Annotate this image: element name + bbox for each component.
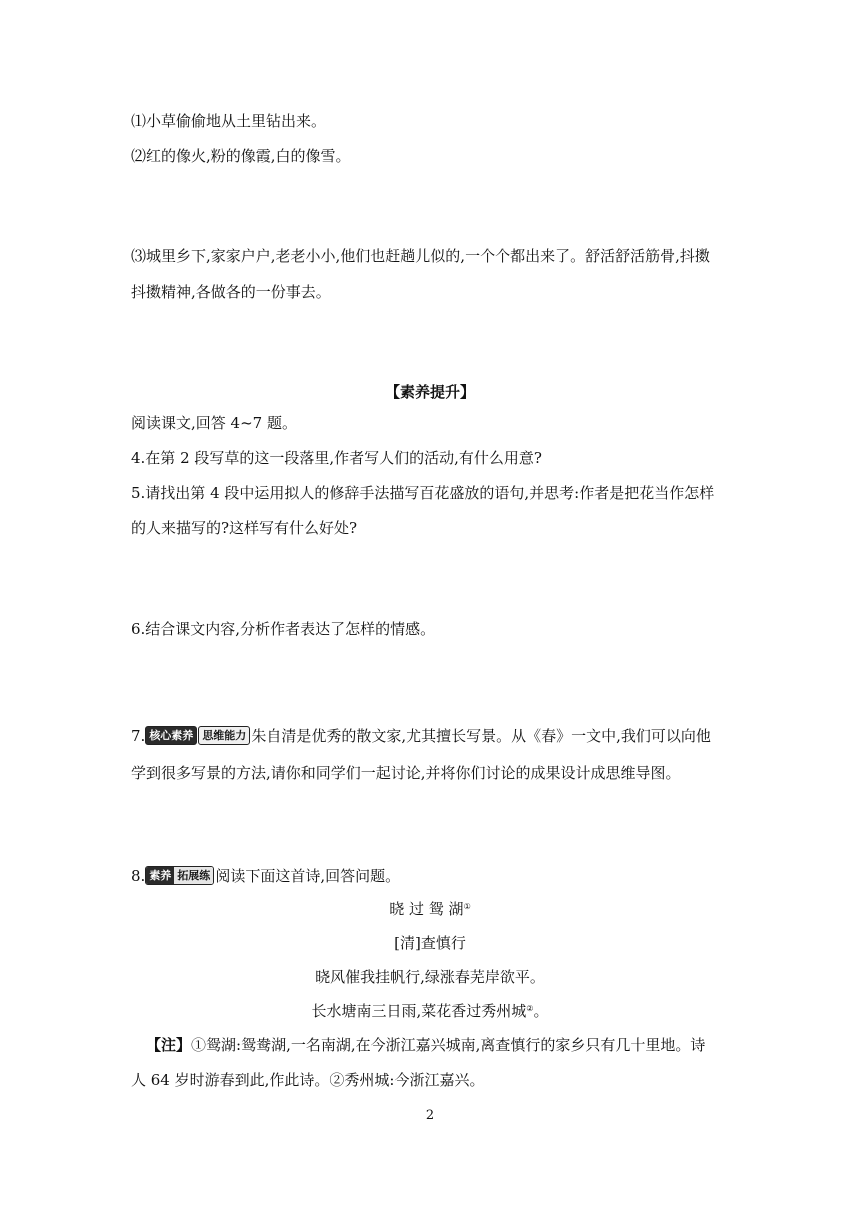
poem-line-1: 晓风催我挂帆行,绿涨春芜岸欲平。: [315, 968, 545, 986]
poem-line-2: [131, 1000, 729, 1025]
question-7-text: 朱自清是优秀的散文家,尤其擅长写景。从《春》一文中,我们可以向他: [251, 727, 711, 745]
question-7-number: 7.: [131, 727, 146, 745]
notes-line1-text: ①鸳湖:鸳鸯湖,一名南湖,在今浙江嘉兴城南,离查慎行的家乡只有几十里地。诗: [191, 1036, 706, 1054]
extension-badge-part-b: 拓展练: [174, 867, 213, 884]
question-3-1: ⑴小草偷偷地从土里钻出来。: [131, 112, 327, 130]
poem-author: [清]查慎行: [394, 934, 466, 952]
section-intro: 阅读课文,回答 4~7 题。: [131, 414, 297, 432]
question-4: 4.在第 2 段写草的这一段落里,作者写人们的活动,有什么用意?: [131, 449, 542, 467]
notes-label: 【注】: [146, 1036, 192, 1054]
notes-line2: 人 64 岁时游春到此,作此诗。②秀州城:今浙江嘉兴。: [131, 1071, 485, 1089]
question-8-text: 阅读下面这首诗,回答问题。: [215, 867, 401, 885]
question-7-line1: [131, 725, 711, 747]
thinking-ability-badge: 思维能力: [198, 726, 250, 745]
question-5-line1: 5.请找出第 4 段中运用拟人的修辞手法描写百花盛放的语句,并思考:作者是把花当作怎样: [131, 484, 715, 502]
section-heading: 【素养提升】: [384, 383, 475, 401]
question-3-3-line2: 抖擞精神,各做各的一份事去。: [131, 283, 331, 301]
extension-badge-part-a: 素养: [146, 867, 174, 884]
poem-line-2-text: 长水塘南三日雨,菜花香过秀州城: [311, 1002, 527, 1020]
page-number: 2: [425, 1108, 435, 1123]
poem-title: [131, 898, 729, 923]
poem-title-note: ①: [463, 902, 471, 911]
question-8: [131, 865, 400, 887]
question-3-3-line1: ⑶城里乡下,家家户户,老老小小,他们也赶趟儿似的,一个个都出来了。舒活舒活筋骨,抖擞: [131, 247, 710, 265]
extension-practice-badge: [145, 866, 214, 885]
question-6: 6.结合课文内容,分析作者表达了怎样的情感。: [131, 620, 436, 638]
notes-line1: [146, 1034, 705, 1056]
question-3-2: ⑵红的像火,粉的像霞,白的像雪。: [131, 147, 351, 165]
core-literacy-badge: 核心素养: [145, 726, 197, 745]
question-5-line2: 的人来描写的?这样写有什么好处?: [131, 519, 358, 537]
poem-title-text: 晓 过 鸳 湖: [389, 900, 464, 918]
question-8-number: 8.: [131, 867, 146, 885]
poem-line-2-end: 。: [533, 1002, 549, 1020]
poem-line-2-note: ②: [526, 1004, 534, 1013]
question-7-line2: 学到很多写景的方法,请你和同学们一起讨论,并将你们讨论的成果设计成思维导图。: [131, 764, 681, 782]
